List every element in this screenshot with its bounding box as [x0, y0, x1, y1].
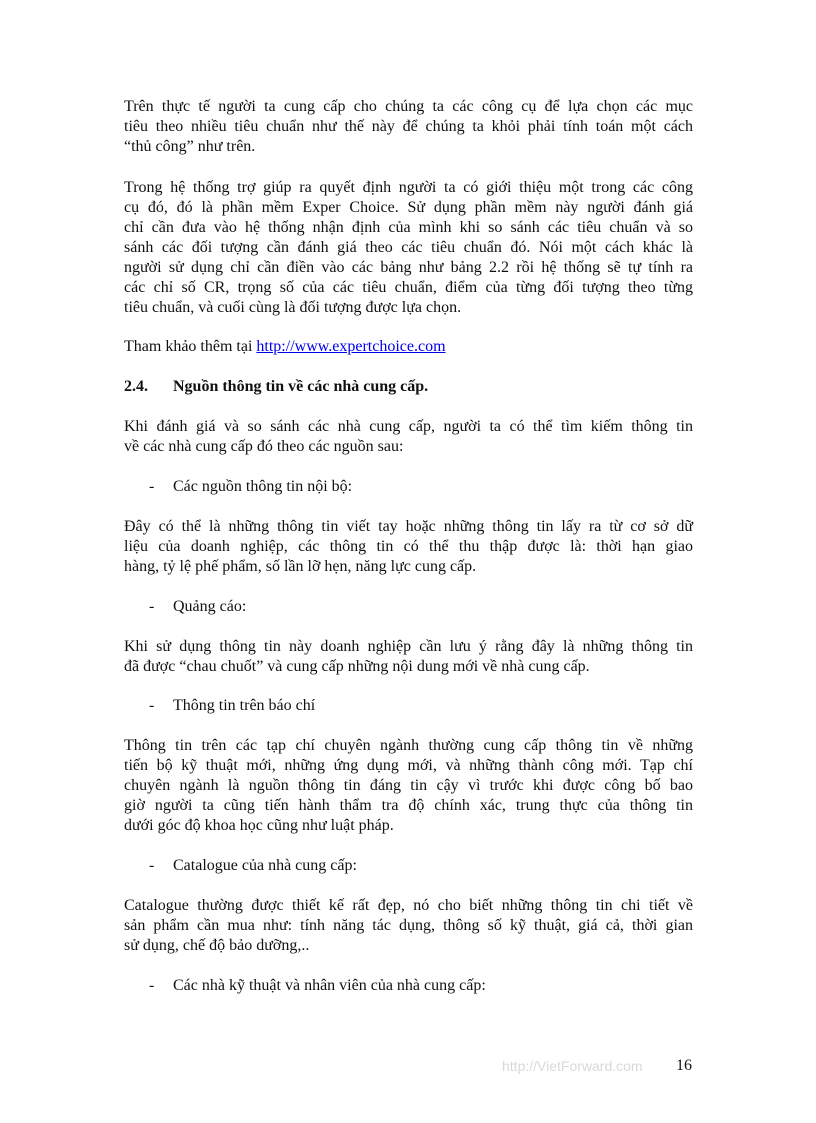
- text-line: tiêu theo nhiều tiêu chuẩn như thế này để chúng ta khỏi phải tính toán một cách: [124, 118, 693, 135]
- paragraph-press: [124, 736, 693, 836]
- section-title: Nguồn thông tin về các nhà cung cấp.: [173, 378, 429, 395]
- bullet-label: Các nhà kỹ thuật và nhân viên của nhà cung cấp:: [173, 977, 486, 994]
- section-number: 2.4.: [124, 378, 148, 395]
- text-line: chỉ cần đưa vào hệ thống nhận định của mình khi so sánh các tiêu chuẩn và so: [124, 219, 693, 236]
- text-line: tiến bộ kỹ thuật mới, những ứng dụng mới, và những thành công mới. Tạp chí: [124, 757, 693, 774]
- text-line: về các nhà cung cấp đó theo các nguồn sau:: [124, 438, 404, 455]
- bullet-dash: -: [149, 697, 155, 714]
- text-line: Khi đánh giá và so sánh các nhà cung cấp, người ta có thể tìm kiếm thông tin: [124, 418, 693, 435]
- bullet-dash: -: [149, 598, 155, 615]
- paragraph-internal: [124, 517, 693, 577]
- bullet-press: [149, 696, 315, 716]
- text-line: người sử dụng chỉ cần điền vào các bảng như bảng 2.2 rồi hệ thống sẽ tự tính ra: [124, 259, 693, 276]
- paragraph-catalogue: [124, 896, 693, 956]
- bullet-dash: -: [149, 857, 155, 874]
- reference-line: [124, 337, 693, 357]
- text-line: hàng, tỷ lệ phế phẩm, số lần lỡ hẹn, năng lực cung cấp.: [124, 558, 477, 575]
- text-line: sánh các đối tượng cần đánh giá theo các tiêu chuẩn đó. Nói một cách khác là: [124, 239, 693, 256]
- text-line: các chỉ số CR, trọng số của các tiêu chuẩn, điểm của từng đối tượng theo từng: [124, 279, 693, 296]
- bullet-label: Các nguồn thông tin nội bộ:: [173, 478, 353, 495]
- bullet-internal-sources: [149, 477, 352, 497]
- text-line: sử dụng, chế độ bảo dưỡng,..: [124, 937, 310, 954]
- paragraph-intro: [124, 97, 693, 157]
- text-line: sản phẩm cần mua như: tính năng tác dụng, thông số kỹ thuật, giá cả, thời gian: [124, 917, 693, 934]
- text-line: Đây có thể là những thông tin viết tay hoặc những thông tin lấy ra từ cơ sở dữ: [124, 518, 693, 535]
- footer-watermark: http://VietForward.com: [502, 1058, 643, 1074]
- text-line: Trên thực tế người ta cung cấp cho chúng ta các công cụ để lựa chọn các mục: [124, 98, 693, 115]
- paragraph-expert-choice: [124, 178, 693, 318]
- text-line: Catalogue thường được thiết kế rất đẹp, nó cho biết những thông tin chi tiết về: [124, 897, 693, 914]
- bullet-label: Thông tin trên báo chí: [173, 697, 316, 714]
- text-line: đã được “chau chuốt” và cung cấp những nội dung mới về nhà cung cấp.: [124, 658, 590, 675]
- reference-prefix: Tham khảo thêm tại: [124, 338, 257, 355]
- text-line: cụ đó, đó là phần mềm Exper Choice. Sử dụng phần mềm này người đánh giá: [124, 199, 693, 216]
- text-line: Khi sử dụng thông tin này doanh nghiệp cần lưu ý rằng đây là những thông tin: [124, 638, 693, 655]
- bullet-advertising: [149, 597, 246, 617]
- text-line: Thông tin trên các tạp chí chuyên ngành thường cung cấp thông tin về những: [124, 737, 693, 754]
- text-line: giờ người ta cũng tiến hành thẩm tra độ chính xác, trung thực của thông tin: [124, 797, 693, 814]
- section-heading: [124, 377, 428, 397]
- bullet-dash: -: [149, 478, 155, 495]
- text-line: Trong hệ thống trợ giúp ra quyết định người ta có giới thiệu một trong các công: [124, 179, 693, 196]
- paragraph-sources-intro: [124, 417, 693, 457]
- expertchoice-link[interactable]: http://www.expertchoice.com: [256, 338, 446, 355]
- bullet-engineers: [149, 976, 486, 996]
- text-line: “thủ công” như trên.: [124, 138, 256, 155]
- bullet-catalogue: [149, 856, 357, 876]
- bullet-dash: -: [149, 977, 155, 994]
- bullet-label: Quảng cáo:: [173, 598, 247, 615]
- page-number: 16: [676, 1057, 692, 1074]
- text-line: dưới góc độ khoa học cũng như luật pháp.: [124, 817, 394, 834]
- paragraph-advertising: [124, 637, 693, 677]
- text-line: liệu của doanh nghiệp, các thông tin có thể thu thập được là: thời hạn giao: [124, 538, 693, 555]
- text-line: tiêu chuẩn, và cuối cùng là đối tượng được lựa chọn.: [124, 299, 462, 316]
- bullet-label: Catalogue của nhà cung cấp:: [173, 857, 357, 874]
- text-line: chuyên ngành là nguồn thông tin đáng tin cậy vì trước khi được công bố bao: [124, 777, 693, 794]
